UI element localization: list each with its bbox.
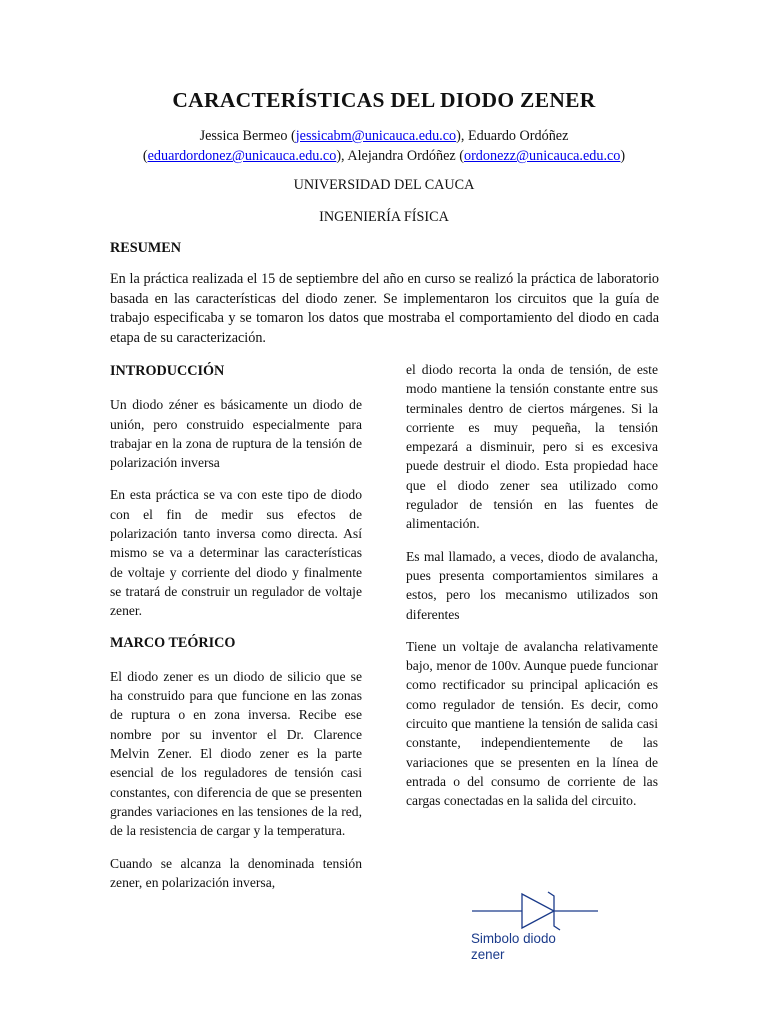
right-paragraph-3: Tiene un voltaje de avalancha relativamente bajo, menor de 100v. Aunque puede funcionar como rectificador su principal aplicación es como regulador de tensión. Es decir, como circuito que mantiene la tensión de salida casi constante, independientemente de las variaciones que se presenten en la línea de entrada o del consumo de corriente de las cargas conectadas en la salida del circuito.	[406, 638, 658, 809]
author-2-name: ), Eduardo Ordóñez	[456, 128, 569, 144]
theory-heading: MARCO TEÓRICO	[110, 634, 236, 651]
left-column	[110, 360, 362, 905]
paper-title: CARACTERÍSTICAS DEL DIODO ZENER	[172, 88, 596, 112]
author-3-close: )	[620, 148, 626, 164]
author-1-name: Jessica Bermeo (	[199, 128, 296, 144]
author-2-email-link[interactable]: eduardordonez@unicauca.edu.co	[147, 148, 337, 164]
theory-paragraph-2: Cuando se alcanza la denominada tensión zener, en polarización inversa,	[110, 855, 362, 890]
diode-triangle	[522, 894, 554, 928]
right-paragraph-1: el diodo recorta la onda de tensión, de este modo mantiene la tensión constante entre sus terminales dentro de ciertos márgenes. Si la corriente es muy pequeña, la tensión empezará a disminuir, pero si es excesiva puede destruir el diodo. Esta propiedad hace que el diodo zener sea utilizado como regulador de tensión en las fuentes de alimentación.	[406, 362, 658, 532]
program-name: INGENIERÍA FÍSICA	[319, 209, 449, 225]
author-2-open: (	[142, 148, 148, 164]
figure-caption-line-1: Simbolo diodo	[471, 931, 556, 946]
right-column	[406, 360, 658, 824]
right-paragraph-2: Es mal llamado, a veces, diodo de avalancha, pues presenta comportamientos similares a estos, pero los mecanismo utilizados son diferentes	[406, 548, 658, 622]
intro-paragraph-2: En esta práctica se va con este tipo de diodo con el fin de medir sus efectos de polarización tanto inversa como directa. Así mismo se va a determinar las características de voltaje y corriente del diodo y finalmente se tratará de construir un regulador de voltaje zener.	[110, 487, 362, 619]
author-list	[96, 126, 672, 166]
author-1-email-link[interactable]: jessicabm@unicauca.edu.co	[295, 128, 457, 144]
abstract-heading: RESUMEN	[110, 240, 181, 256]
author-3-name: ), Alejandra Ordóñez (	[336, 148, 464, 164]
university-name: UNIVERSIDAD DEL CAUCA	[293, 177, 475, 193]
theory-paragraph-1: El diodo zener es un diodo de silicio que se ha construido para que funcione en las zonas de ruptura o en zona inversa. Recibe ese nombre por su inventor el Dr. Clarence Melvin Zener. El diodo zener es la parte esencial de los reguladores de tensión casi constantes, con diferencia de que se presenten grandes variaciones en las tensiones de la red, de la resistencia de cargar y la temperatura.	[110, 668, 362, 839]
figure-caption	[471, 931, 601, 963]
intro-paragraph-1: Un diodo zéner es básicamente un diodo de unión, pero construido especialmente para trabajar en la zona de ruptura de la tensión de polarización inversa	[110, 397, 362, 471]
introduction-heading: INTRODUCCIÓN	[110, 363, 225, 379]
figure-caption-line-2: zener	[471, 947, 505, 962]
abstract-text: En la práctica realizada el 15 de septiembre del año en curso se realizó la práctica de laboratorio basada en las características del diodo zener. Se implementaron los circuitos que la guía de trabajo especificaba y se tomaron los datos que mostraba el comportamiento del diodo en cada etapa de su caracterización.	[110, 271, 659, 346]
author-3-email-link[interactable]: ordonezz@unicauca.edu.co	[463, 148, 621, 164]
